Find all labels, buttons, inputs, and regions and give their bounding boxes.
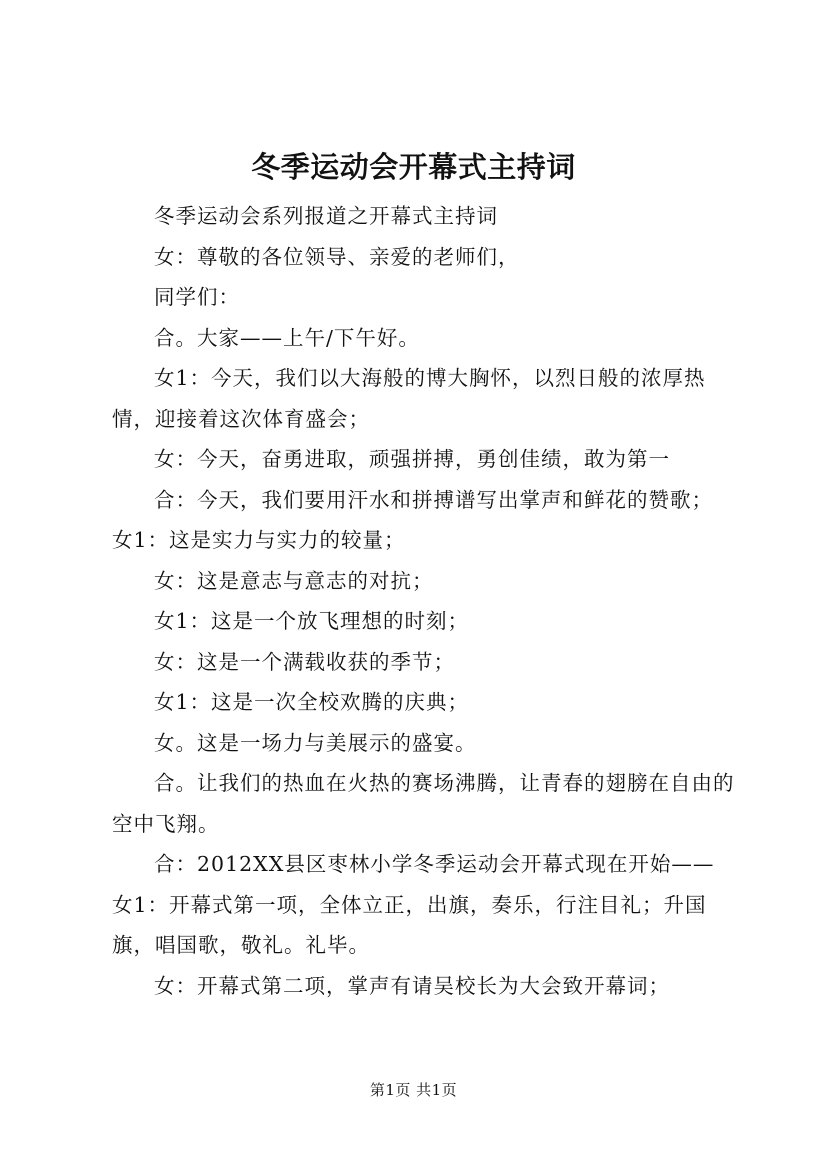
paragraph: 女：今天，奋勇进取，顽强拼搏，勇创佳绩，敢为第一 <box>154 447 670 471</box>
paragraph: 同学们： <box>154 285 240 309</box>
paragraph: 女1：这是实力与实力的较量； <box>112 528 406 552</box>
paragraph: 女1：今天，我们以大海般的博大胸怀，以烈日般的浓厚热情，迎接着这次体育盛会； <box>112 366 706 431</box>
paragraph: 女1：这是一个放飞理想的时刻； <box>154 609 470 633</box>
document-body <box>112 196 737 1006</box>
paragraph: 合：今天，我们要用汗水和拼搏谱写出掌声和鲜花的赞歌； <box>154 487 713 512</box>
paragraph: 合。让我们的热血在火热的赛场沸腾，让青春的翅膀在自由的空中飞翔。 <box>112 771 735 836</box>
page-number: 第1页 共1页 <box>369 1081 458 1099</box>
paragraph: 女：尊敬的各位领导、亲爱的老师们， <box>154 244 520 269</box>
paragraph: 合：2012XX县区枣林小学冬季运动会开幕式现在开始—— <box>154 852 715 876</box>
paragraph: 女：这是意志与意志的对抗； <box>154 568 434 593</box>
paragraph: 合。大家——上午/下午好。 <box>154 325 420 350</box>
paragraph: 女：这是一个满载收获的季节； <box>154 649 455 674</box>
paragraph: 女1：开幕式第一项，全体立正，出旗，奏乐，行注目礼；升国旗，唱国歌，敬礼。礼毕。 <box>112 892 707 957</box>
paragraph: 女：开幕式第二项，掌声有请吴校长为大会致开幕词； <box>154 973 670 998</box>
paragraph: 冬季运动会系列报道之开幕式主持词 <box>154 204 498 228</box>
paragraph: 女。这是一场力与美展示的盛宴。 <box>154 730 477 755</box>
document-title: 冬季运动会开幕式主持词 <box>251 150 576 184</box>
paragraph: 女1：这是一次全校欢腾的庆典； <box>154 690 470 714</box>
